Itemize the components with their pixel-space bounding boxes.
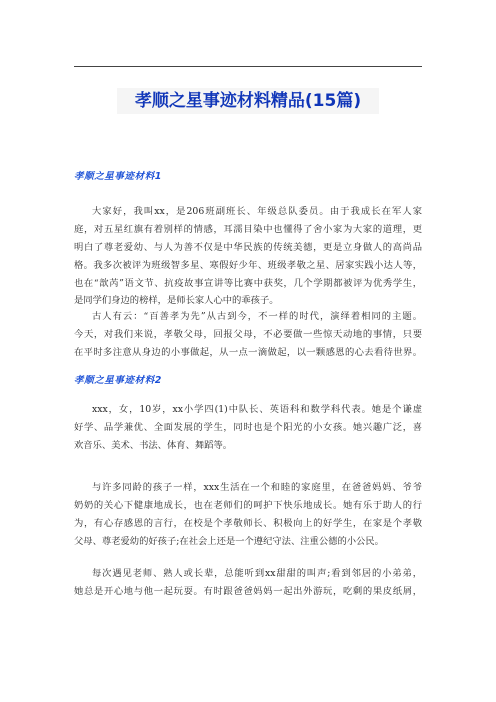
text-line: 与许多同龄的孩子一样，xxx生活在一个和睦的家庭里，在爸爸妈妈、爷爷 — [92, 482, 422, 493]
text-line: 庭，对五星红旗有着别样的情感，耳濡目染中也懂得了舍小家为大家的道理，更 — [74, 223, 422, 235]
paragraph-2-3 — [74, 565, 422, 601]
text-line: 是同学们身边的榜样，是师长家人心中的乖孩子。 — [74, 295, 279, 307]
section-heading-2: 孝顺之星事迹材料2 — [74, 375, 163, 386]
text-line: xxx，女，10岁，xx小学四(1)中队长、英语科和数学科代表。她是个谦虚 — [92, 404, 422, 415]
text-line: 每次遇见老师、熟人或长辈，总能听到xx甜甜的叫声;看到邻居的小弟弟， — [92, 568, 422, 579]
section-heading-1: 孝顺之星事迹材料1 — [74, 171, 163, 182]
top-rule — [74, 66, 422, 67]
paragraph-2-1 — [74, 401, 422, 455]
document-title: 孝顺之星事迹材料精品(15篇) — [134, 91, 362, 111]
text-line: 奶奶的关心下健康地成长，也在老师们的呵护下快乐地成长。她有乐于助人的行 — [74, 499, 422, 511]
text-line: 大家好，我叫xx，是206班副班长、年级总队委员。由于我成长在军人家 — [92, 206, 422, 217]
text-line: 明白了尊老爱幼、与人为善不仅是中华民族的传统美德，更是立身做人的高尚品 — [74, 241, 422, 253]
text-line: 为，有心存感恩的言行，在校是个孝敬师长、积极向上的好学生，在家是个孝敬 — [74, 517, 422, 529]
text-line: 在平时多注意从身边的小事做起，从一点一滴做起，以一颗感恩的心去看待世界。 — [74, 346, 422, 358]
text-line: 她总是开心地与他一起玩耍。有时跟爸爸妈妈一起出外游玩，吃剩的果皮纸屑， — [74, 585, 422, 597]
text-line: 今天，对我们来说，孝敬父母，回报父母，不必要做一些惊天动地的事情，只要 — [74, 328, 422, 340]
paragraph-1-1 — [74, 203, 422, 310]
text-line: 父母、尊老爱幼的好孩子;在社会上还是一个遵纪守法、注重公德的小公民。 — [74, 535, 384, 547]
text-line: 古人有云：“百善孝为先”从古到今，不一样的时代，演绎着相同的主题。 — [92, 311, 422, 322]
text-line: 好学、品学兼优、全面发展的学生，同时也是个阳光的小女孩。她兴趣广泛，喜 — [74, 421, 422, 433]
text-line: 欢音乐、美术、书法、体育、舞蹈等。 — [74, 439, 233, 451]
text-line: 格。我多次被评为班级智多星、寒假好少年、班级孝敬之星、居家实践小达人等， — [74, 259, 422, 271]
text-line: 也在“歆芮”语文节、抗疫故事宣讲等比赛中获奖，几个学期都被评为优秀学生， — [74, 277, 422, 289]
paragraph-2-2 — [74, 479, 422, 551]
paragraph-1-2 — [74, 308, 422, 362]
